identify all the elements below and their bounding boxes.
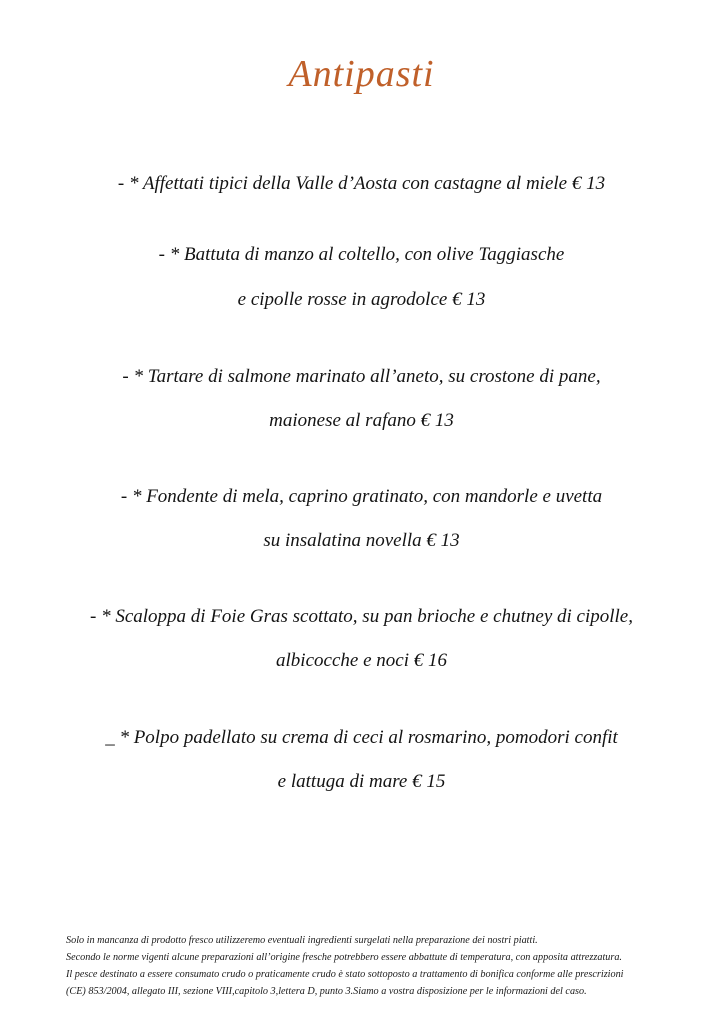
menu-item-line: _ * Polpo padellato su crema di ceci al rosmarino, pomodori confit — [105, 727, 618, 748]
menu-item-line: - * Affettati tipici della Valle d’Aosta con castagne al miele € 13 — [117, 173, 606, 194]
menu-item-line: su insalatina novella € 13 — [263, 530, 460, 551]
footer-line: Il pesce destinato a essere consumato crudo o praticamente crudo è stato sottoposto a trattamento di bonifica conforme alle prescrizioni — [66, 969, 624, 980]
footer-line: Solo in mancanza di prodotto fresco utilizzeremo eventuali ingredienti surgelati nella preparazione dei nostri piatti. — [66, 935, 538, 946]
menu-item-line: e lattuga di mare € 15 — [277, 771, 446, 792]
menu-item-line: albicocche e noci € 16 — [276, 650, 447, 671]
page-title: Antipasti — [288, 53, 435, 95]
footer-line: (CE) 853/2004, allegato III, sezione VIII,capitolo 3,lettera D, punto 3.Siamo a vostra disposizione per le informazioni del caso. — [66, 986, 587, 997]
footer-line: Secondo le norme vigenti alcune preparazioni all’origine fresche potrebbero essere abbattute di temperatura, con apposita attrezzatura. — [66, 952, 622, 963]
menu-item-line: - * Battuta di manzo al coltello, con olive Taggiasche — [158, 244, 565, 265]
menu-item-line: e cipolle rosse in agrodolce € 13 — [237, 289, 486, 310]
menu-item-line: - * Scaloppa di Foie Gras scottato, su pan brioche e chutney di cipolle, — [90, 606, 633, 627]
menu-item-line: maionese al rafano € 13 — [269, 410, 454, 431]
footer-notice — [66, 932, 686, 1000]
menu-item-line: - * Fondente di mela, caprino gratinato, con mandorle e uvetta — [120, 486, 603, 507]
menu-item-line: - * Tartare di salmone marinato all’aneto, su crostone di pane, — [122, 366, 601, 387]
